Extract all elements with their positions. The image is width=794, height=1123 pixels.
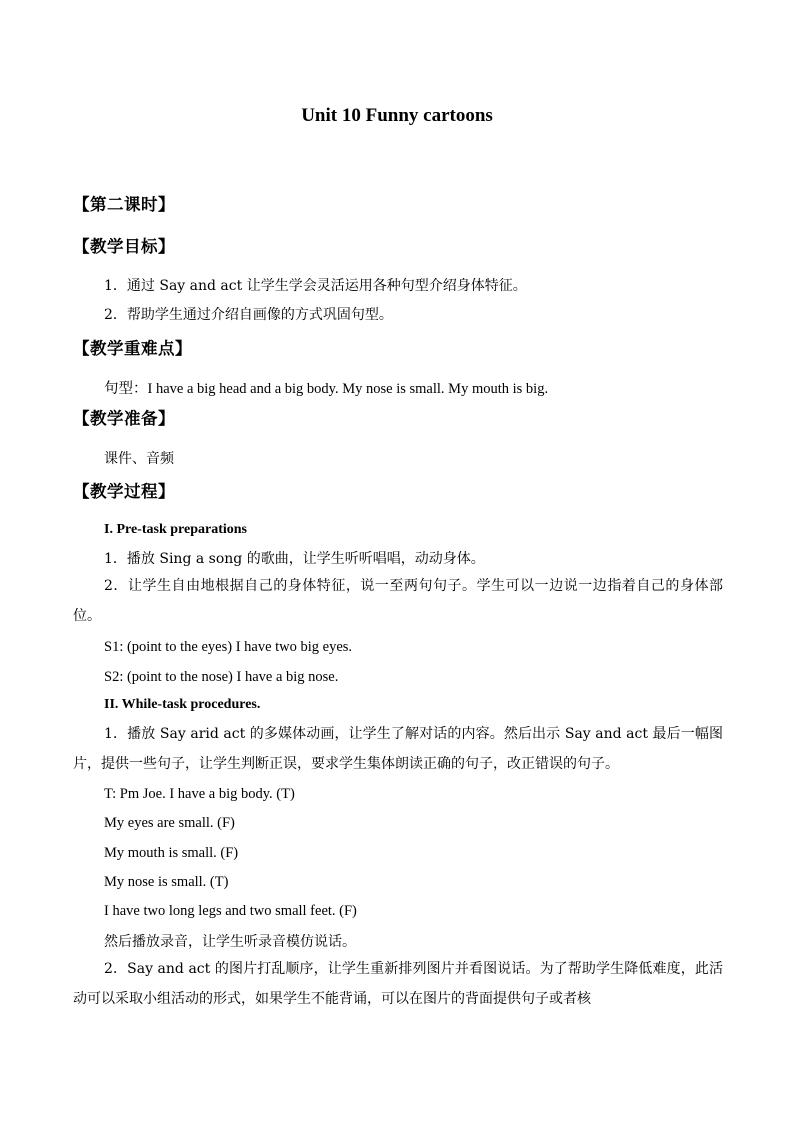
judgement-sentence: T: Pm Joe. I have a big body. (T) <box>104 786 295 802</box>
while-task-item: 1．播放 Say arid act 的多媒体动画，让学生了解对话的内容。然后出示 Say and act 最后一幅图片，提供一些句子，让学生判断正误，要求学生集体朗读正确的句子，改正错误的句子。 <box>73 726 723 772</box>
while-task-item: 2．Say and act 的图片打乱顺序，让学生重新排列图片并看图说话。为了帮助学生降低难度，此活动可以采取小组活动的形式，如果学生不能背诵，可以在图片的背面提供句子或者核 <box>73 961 723 1007</box>
document-title: Unit 10 Funny cartoons <box>301 105 493 126</box>
section-lesson-heading: 【第二课时】 <box>73 195 175 214</box>
pre-task-item: 1．播放 Sing a song 的歌曲，让学生听听唱唱，动动身体。 <box>104 551 485 567</box>
preparation-text: 课件、音频 <box>104 451 174 467</box>
section-key-points-heading: 【教学重难点】 <box>73 339 192 358</box>
objective-item: 2．帮助学生通过介绍自画像的方式巩固句型。 <box>104 307 393 323</box>
while-task-heading: II. While-task procedures. <box>104 697 261 712</box>
judgement-sentence: My eyes are small. (F) <box>104 815 235 831</box>
while-task-note: 然后播放录音，让学生听录音模仿说话。 <box>104 934 356 950</box>
section-preparation-heading: 【教学准备】 <box>73 409 175 428</box>
pre-task-heading: I. Pre-task preparations <box>104 522 247 537</box>
objective-item: 1．通过 Say and act 让学生学会灵活运用各种句型介绍身体特征。 <box>104 278 527 294</box>
judgement-sentence: My mouth is small. (F) <box>104 845 239 861</box>
dialogue-line: S1: (point to the eyes) I have two big eyes. <box>104 639 353 655</box>
judgement-sentence: My nose is small. (T) <box>104 874 229 890</box>
key-points-text: 句型：I have a big head and a big body. My nose is small. My mouth is big. <box>104 381 549 397</box>
section-process-heading: 【教学过程】 <box>73 482 175 501</box>
dialogue-line: S2: (point to the nose) I have a big nose. <box>104 669 339 685</box>
judgement-sentence: I have two long legs and two small feet. (F) <box>104 903 357 919</box>
pre-task-item: 2．让学生自由地根据自己的身体特征，说一至两句句子。学生可以一边说一边指着自己的身体部位。 <box>73 578 723 624</box>
section-objectives-heading: 【教学目标】 <box>73 237 175 256</box>
